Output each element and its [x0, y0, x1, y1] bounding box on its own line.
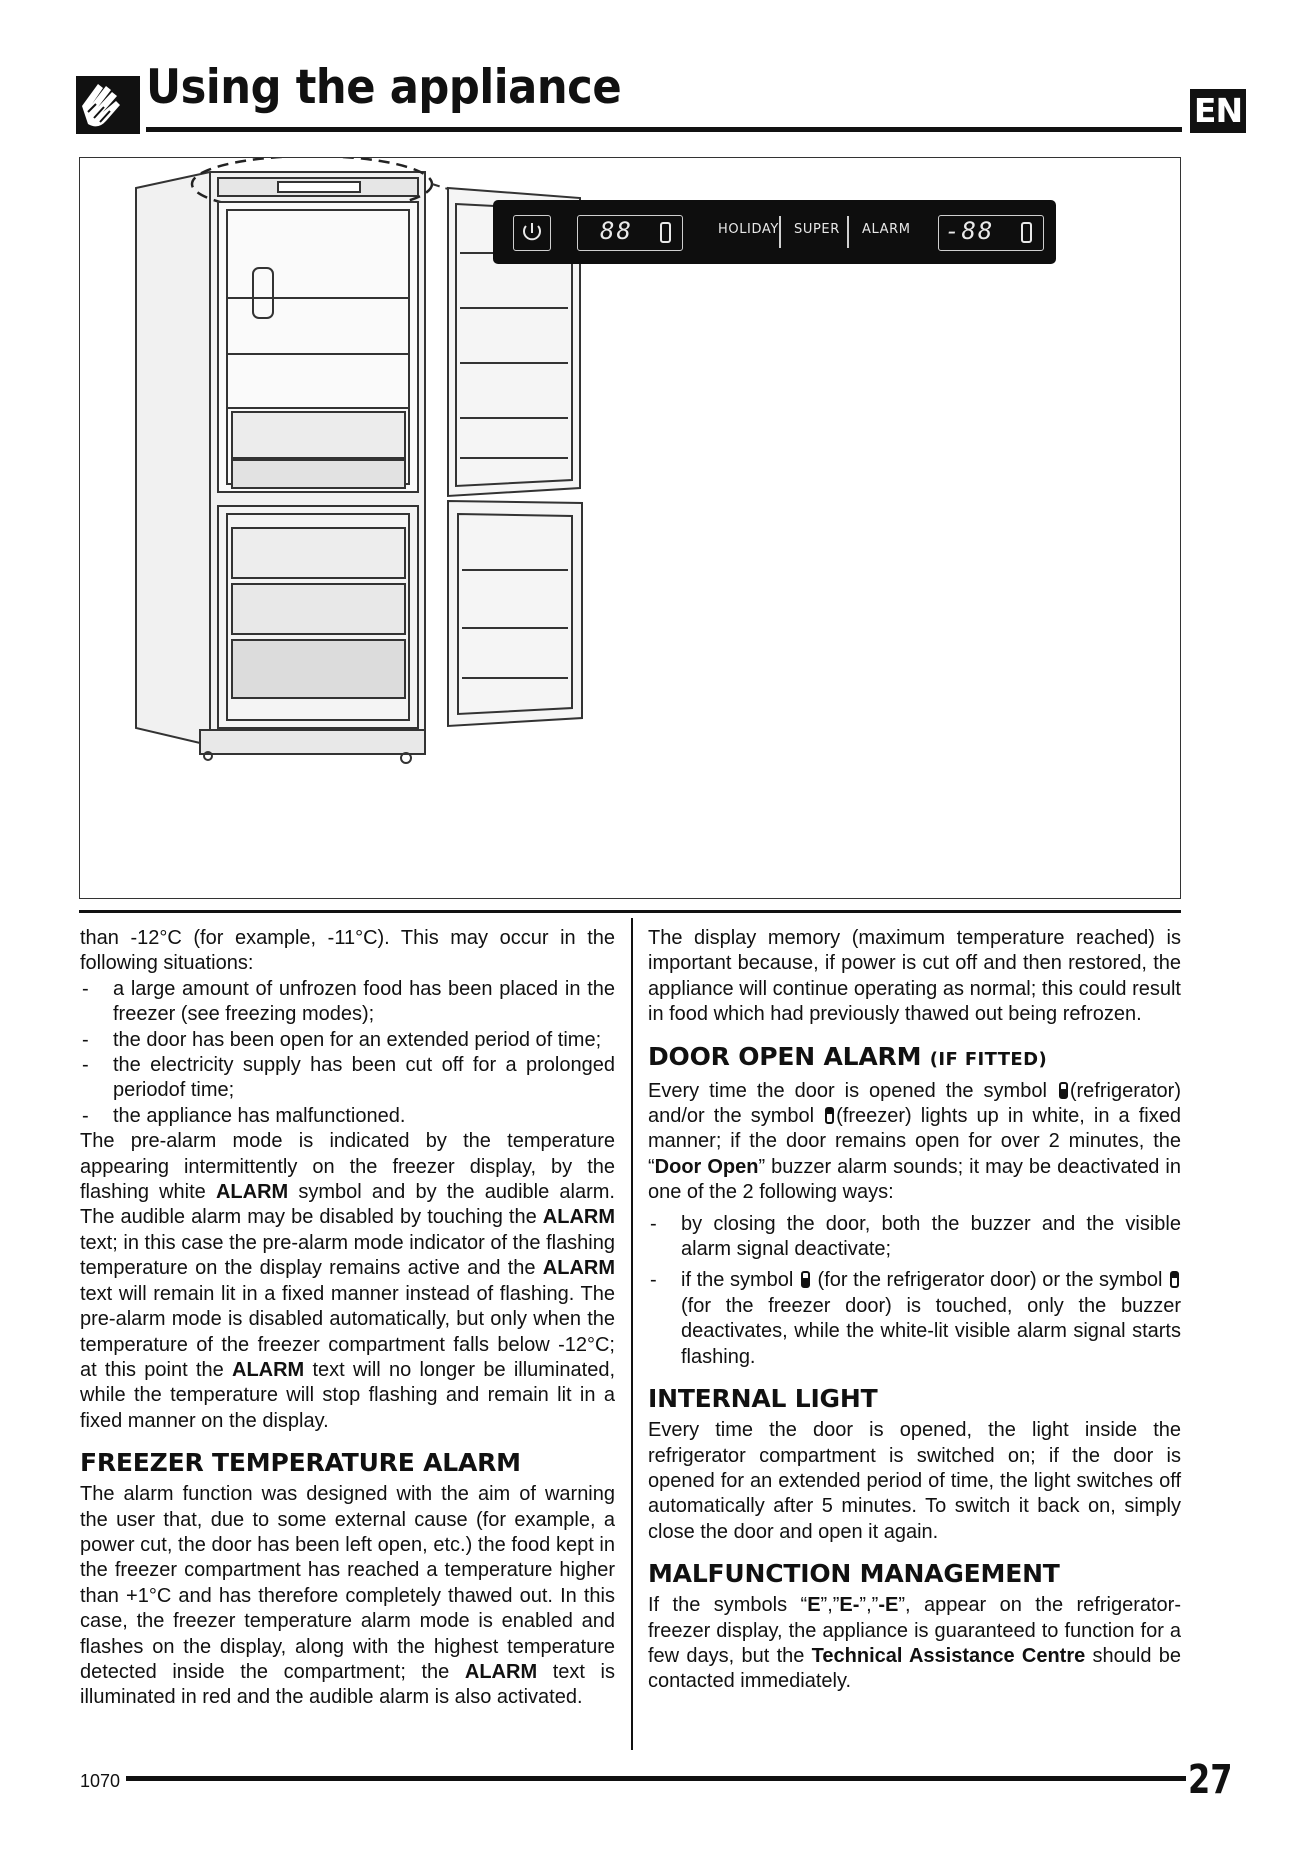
internal-light-heading: INTERNAL LIGHT — [648, 1384, 878, 1414]
panel-separator — [779, 216, 781, 248]
fridge-freezer-illustration — [80, 158, 1180, 898]
list-item: - the appliance has malfunctioned. — [80, 1104, 615, 1129]
page-number: 27 — [1188, 1757, 1233, 1803]
prealarm-paragraph: The pre-alarm mode is indicated by the temperature appearing intermittently on the freezer display, by the flashing white ALARM symbol and by the audible alarm. The audible alarm may be disabled by touching the ALARM text; in this case the pre-alarm mode indicator of the flashing temperature on the display remains active and the ALARM text will remain lit in a fixed manner instead of flashing. The pre-alarm mode is disabled automatically, but only when the temperature of the freezer compartment falls below -12°C; at this point the ALARM text will no longer be illuminated, while the temperature will stop flashing and remain lit in a fixed manner on the display. — [80, 1130, 615, 1432]
freezer-temperature-readout: -88 — [945, 217, 995, 245]
door-alarm-paragraph: Every time the door is opened the symbol (refrigerator) and/or the symbol (freezer) lights up in white, in a fixed manner; if the door remains open for over 2 minutes, the “Door Open” buzzer alarm sounds; it may be deactivated in one of the 2 following ways: — [648, 1079, 1181, 1204]
door-alarm-heading: DOOR OPEN ALARM (IF FITTED) — [648, 1041, 1048, 1071]
language-badge: EN — [1190, 89, 1246, 133]
malfunction-paragraph: If the symbols “E”,”E-”,”-E”, appear on the refrigerator-freezer display, the appliance is guaranteed to function for a few days, but the Technical Assistance Centre should be contacted immediately. — [648, 1594, 1182, 1693]
freezer-door-icon — [825, 1107, 834, 1124]
freezer-display — [938, 215, 1044, 251]
appliance-figure — [79, 157, 1181, 899]
hand-icon — [76, 76, 140, 134]
alarm-button[interactable]: ALARM — [862, 222, 911, 237]
right-column — [648, 926, 1181, 1695]
internal-light-paragraph: Every time the door is opened, the light inside the refrigerator compartment is switched on; if the door is opened for an extended period of time, the light switches off automatically after 5 minutes. To switch it back on, simply close the door and open it again. — [648, 1419, 1181, 1543]
malfunction-heading: MALFUNCTION MANAGEMENT — [648, 1559, 1060, 1589]
section-rule — [79, 910, 1181, 913]
situations-list — [80, 977, 615, 1129]
page-title: Using the appliance — [146, 60, 622, 115]
intro-paragraph: than -12°C (for example, -11°C). This may occur in the following situations: — [80, 927, 615, 975]
freezer-door-icon — [1170, 1271, 1179, 1288]
super-button[interactable]: SUPER — [794, 222, 840, 237]
deactivation-list — [648, 1212, 1181, 1370]
header-rule — [146, 127, 1182, 132]
fridge-temperature-readout: 88 — [600, 217, 633, 245]
list-item: - the electricity supply has been cut off for a prolonged periodof time; — [80, 1053, 615, 1104]
document-code: 1070 — [80, 1771, 121, 1791]
fridge-display — [577, 215, 683, 251]
memory-paragraph: The display memory (maximum temperature reached) is important because, if power is cut off and then restored, the appliance will continue operating as normal; this could result in food which had previously thawed out being refrozen. — [648, 927, 1181, 1026]
refrigerator-door-icon — [801, 1271, 810, 1288]
holiday-button[interactable]: HOLIDAY — [718, 222, 779, 237]
list-item: - if the symbol (for the refrigerator door) or the symbol (for the freezer door) is touched, only the buzzer deactivates, while the white-lit visible alarm signal starts flashing. — [648, 1268, 1181, 1370]
power-button[interactable] — [513, 215, 551, 251]
freezer-door-icon[interactable] — [1021, 222, 1032, 243]
power-icon — [514, 216, 550, 250]
freezer-alarm-paragraph: The alarm function was designed with the aim of warning the user that, due to some external cause (for example, a power cut, the door has been left open, etc.) the food kept in the freezer compartment has reached a temperature higher than +1°C and has therefore completely thawed out. In this case, the freezer temperature alarm mode is enabled and flashes on the display, along with the highest temperature detected inside the compartment; the ALARM text is illuminated in red and the audible alarm is also activated. — [80, 1483, 616, 1709]
list-item: - the door has been open for an extended period of time; — [80, 1028, 615, 1053]
list-item: - a large amount of unfrozen food has been placed in the freezer (see freezing modes); — [80, 977, 615, 1028]
left-column — [80, 926, 615, 1711]
panel-separator — [847, 216, 849, 248]
list-item: - by closing the door, both the buzzer and the visible alarm signal deactivate; — [648, 1212, 1181, 1263]
refrigerator-door-icon — [1059, 1082, 1068, 1099]
freezer-alarm-heading: FREEZER TEMPERATURE ALARM — [80, 1448, 521, 1478]
fridge-door-icon[interactable] — [660, 222, 671, 243]
footer-rule — [126, 1776, 1186, 1781]
control-panel — [493, 200, 1056, 264]
column-divider — [631, 918, 633, 1750]
